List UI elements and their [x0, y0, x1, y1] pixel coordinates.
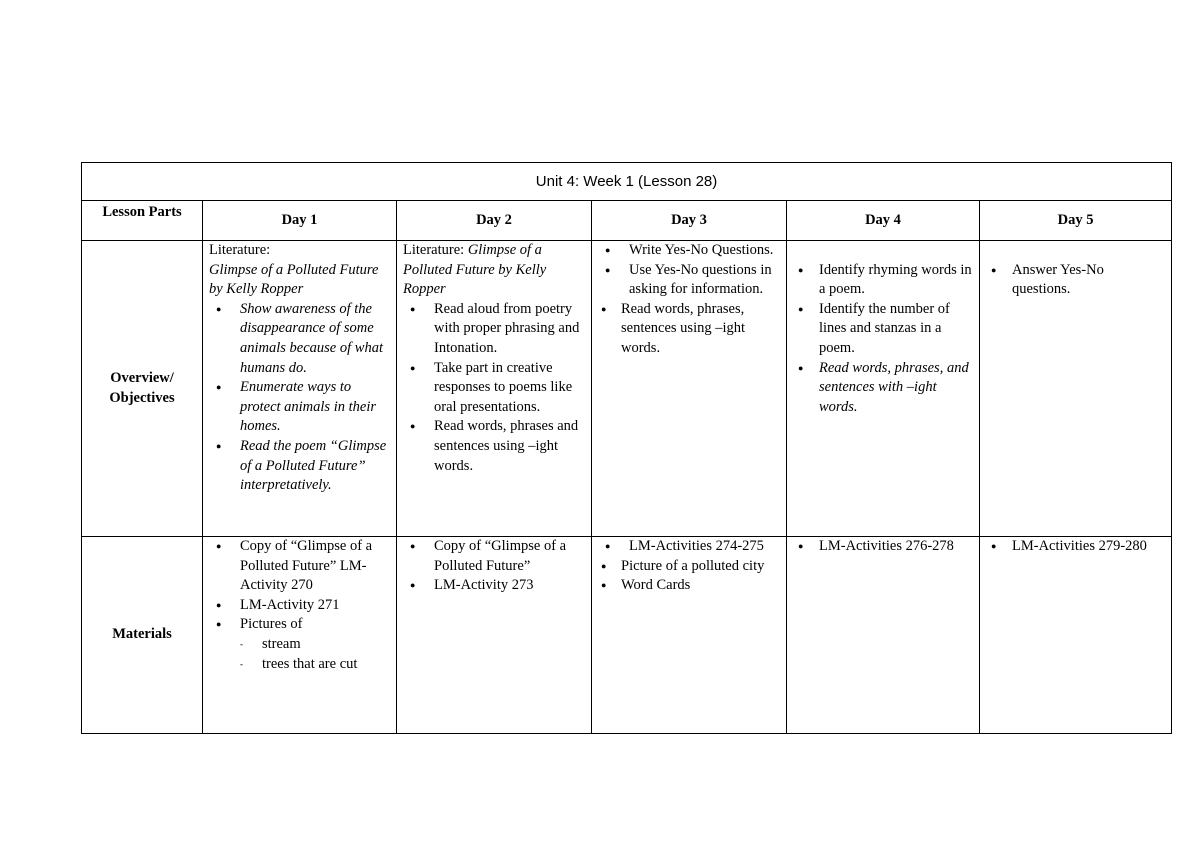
day3-objectives-list-b — [598, 300, 780, 359]
day5-objectives-list — [986, 261, 1165, 300]
list-item: ● LM-Activities 279-280 — [986, 537, 1165, 557]
list-item: ● Write Yes-No Questions. — [598, 241, 780, 261]
spacer — [793, 241, 973, 261]
day2-objectives-list — [403, 300, 585, 476]
day2-literature-title: Glimpse of a Polluted Future by Kelly Ropper — [403, 242, 547, 298]
list-item: ● Identify rhyming words in a poem. — [793, 261, 973, 300]
spacer — [986, 241, 1165, 261]
list-item: ● Read the poem “Glimpse of a Polluted Future” interpretatively. — [209, 437, 390, 496]
table-title: Unit 4: Week 1 (Lesson 28) — [82, 163, 1172, 201]
list-item: ● Read words, phrases, sentences using –ight words. — [598, 300, 780, 359]
day-2-header: Day 2 — [397, 201, 592, 241]
day-1-header: Day 1 — [203, 201, 397, 241]
list-item: ● Identify the number of lines and stanzas in a poem. — [793, 300, 973, 359]
list-item: ● Read aloud from poetry with proper phrasing and Intonation. — [403, 300, 585, 359]
lesson-parts-header: Lesson Parts — [82, 201, 203, 241]
day1-literature-label: Literature: — [209, 242, 271, 258]
list-item: - trees that are cut — [240, 655, 390, 675]
list-item: - stream — [240, 635, 390, 655]
overview-day-5-cell — [980, 241, 1172, 537]
overview-day-4-cell — [787, 241, 980, 537]
day2-materials-list — [403, 537, 585, 596]
materials-day-1-cell — [203, 537, 397, 734]
pictures-label: Pictures of — [240, 616, 303, 633]
list-item: ● LM-Activities 274-275 — [598, 537, 780, 557]
list-item: ● Show awareness of the disappearance of some animals because of what humans do. — [209, 300, 390, 378]
overview-day-3-cell — [592, 241, 787, 537]
list-item: ● Copy of “Glimpse of a Polluted Future” — [403, 537, 585, 576]
materials-day-3-cell — [592, 537, 787, 734]
header-row — [82, 201, 1172, 241]
overview-label-line1: Overview/ — [110, 369, 174, 386]
materials-row — [82, 537, 1172, 734]
materials-day-2-cell — [397, 537, 592, 734]
materials-day-4-cell — [787, 537, 980, 734]
list-item: ● Answer Yes-No questions. — [986, 261, 1165, 300]
day1-objectives-list — [209, 300, 390, 496]
day4-materials-list — [793, 537, 973, 557]
list-item: ● Read words, phrases, and sentences with –ight words. — [793, 359, 973, 418]
overview-day-1-cell — [203, 241, 397, 537]
day3-objectives-list — [598, 241, 780, 300]
day3-materials-list — [598, 537, 780, 557]
list-item: ● LM-Activities 276-278 — [793, 537, 973, 557]
list-item: ● LM-Activity 271 — [209, 596, 390, 616]
overview-objectives-label — [82, 241, 203, 537]
day4-objectives-list — [793, 261, 973, 418]
list-item: ● Take part in creative responses to poems like oral presentations. — [403, 359, 585, 418]
overview-row — [82, 241, 1172, 537]
day-5-header: Day 5 — [980, 201, 1172, 241]
materials-label: Materials — [82, 537, 203, 734]
day5-materials-list — [986, 537, 1165, 557]
list-item: ● Word Cards — [598, 576, 780, 596]
day2-literature — [403, 241, 585, 300]
overview-day-2-cell — [397, 241, 592, 537]
title-row — [82, 163, 1172, 201]
day1-literature-title: Glimpse of a Polluted Future by Kelly Ropper — [209, 261, 379, 298]
overview-label-line2: Objectives — [109, 389, 175, 406]
list-item: ● Copy of “Glimpse of a Polluted Future” LM-Activity 270 — [209, 537, 390, 596]
day-3-header: Day 3 — [592, 201, 787, 241]
pictures-sublist — [240, 635, 390, 674]
list-item: ● Use Yes-No questions in asking for information. — [598, 261, 780, 300]
day1-materials-list — [209, 537, 390, 674]
day2-literature-label: Literature: — [403, 242, 468, 258]
list-item: ● Picture of a polluted city — [598, 557, 780, 577]
materials-day-5-cell — [980, 537, 1172, 734]
lesson-plan-table — [81, 162, 1172, 734]
list-item — [209, 615, 390, 674]
list-item: ● LM-Activity 273 — [403, 576, 585, 596]
list-item: ● Enumerate ways to protect animals in their homes. — [209, 378, 390, 437]
list-item: ● Read words, phrases and sentences using –ight words. — [403, 417, 585, 476]
day-4-header: Day 4 — [787, 201, 980, 241]
day3-materials-list-b — [598, 557, 780, 596]
